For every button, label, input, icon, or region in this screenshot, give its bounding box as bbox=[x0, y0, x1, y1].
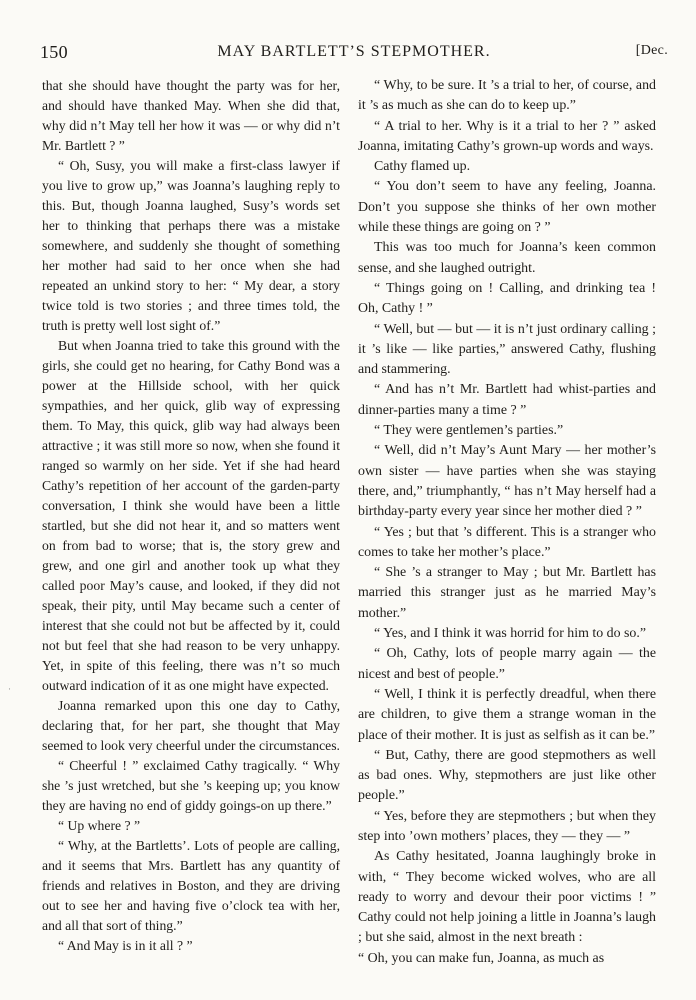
left-column bbox=[42, 76, 340, 956]
paragraph: But when Joanna tried to take this ground with the girls, she could get no hearing, for Cathy Bond was a power at the Hillside school, with her quick sympathies, and her quick, glib way of expressing them. To May, this quick, glib way had always been attractive ; it was still more so now, when she found it ranged so warmly on her side. Yet if she had heard Cathy’s repetition of her account of the garden-party conversation, I think she would have been a little startled, but she did not hear it, and so matters went on from bad to worse; that is, the story grew and grew, and one girl and another took up what they called poor May’s cause, and looked, if they did not speak, their pity, until May became such a center of interest that she could not but be affected by it, could not but feel that she had reason to be very unhappy. Yet, in spite of this feeling, there was n’t so much outward indication of it as one might have expected. bbox=[42, 338, 340, 693]
paragraph: “ You don’t seem to have any feeling, Joanna. Don’t you suppose she thinks of her own mother while these things are going on ? ” bbox=[358, 179, 656, 236]
paragraph: “ Cheerful ! ” exclaimed Cathy tragically. “ Why she ’s just wretched, but she ’s keeping up; you know they are having no end of giddy goings-on up there.” bbox=[42, 758, 340, 813]
paragraph: “ Yes ; but that ’s different. This is a stranger who comes to take her mother’s place.” bbox=[358, 524, 656, 560]
paragraph: “ Yes, and I think it was horrid for him to do so.” bbox=[374, 626, 646, 642]
paragraph: “ She ’s a stranger to May ; but Mr. Bartlett has married this stranger just as he married May’s mother.” bbox=[358, 565, 656, 621]
gutter-tick-mark: · bbox=[8, 684, 11, 694]
paragraph: “ And has n’t Mr. Bartlett had whist-parties and dinner-parties many a time ? ” bbox=[358, 382, 656, 418]
paragraph: “ Well, did n’t May’s Aunt Mary — her mother’s own sister — have parties when she was staying there, and,” triumphantly, “ has n’t May herself had a birthday-party every year since her mother died ? ” bbox=[358, 443, 656, 520]
paragraph: “ Up where ? ” bbox=[58, 818, 141, 833]
paragraph: Joanna remarked upon this one day to Cathy, declaring that, for her part, she thought that May seemed to look very cheerful under the circumstances. bbox=[42, 698, 340, 753]
paragraph: “ And May is in it all ? ” bbox=[58, 938, 193, 953]
paragraph: “ Well, but — but — it is n’t just ordinary calling ; it ’s like — like parties,” answered Cathy, flushing and stammering. bbox=[358, 321, 656, 378]
paragraph: This was too much for Joanna’s keen common sense, and she laughed outright. bbox=[358, 240, 656, 276]
paragraph: “ Well, I think it is perfectly dreadful, when there are children, to give them a strange woman in the place of their mother. It is just as selfish as it can be.” bbox=[358, 686, 656, 743]
paragraph: “ A trial to her. Why is it a trial to her ? ” asked Joanna, imitating Cathy’s grown-up words and ways. bbox=[358, 118, 656, 154]
paragraph: “ Why, at the Bartletts’. Lots of people are calling, and it seems that Mrs. Bartlett has any quantity of friends and relatives in Boston, and they are driving out to see her and having five o’clock tea with her, and all that sort of thing.” bbox=[42, 838, 340, 933]
paragraph: Cathy flamed up. bbox=[374, 159, 471, 175]
issue-month: [Dec. bbox=[635, 43, 668, 58]
paragraph: “ Why, to be sure. It ’s a trial to her, of course, and it ’s as much as she can do to keep up.” bbox=[358, 78, 656, 114]
running-title: MAY BARTLETT’S STEPMOTHER. bbox=[217, 43, 491, 60]
paragraph: “ Oh, you can make fun, Joanna, as much as bbox=[358, 950, 605, 966]
paragraph: that she should have thought the party was for her, and should have thanked May. When she did that, why did n’t May tell her how it was — or why did n’t Mr. Bartlett ? ” bbox=[42, 78, 340, 153]
paragraph: “ Oh, Susy, you will make a first-class lawyer if you live to grow up,” was Joanna’s laughing reply to this. But, though Joanna laughed, Susy’s words set her to thinking that perhaps there was a mistake somewhere, and suddenly she thought of something her mother had said to her once when she had repeated an unkind story to her: “ My dear, a story twice told is two stories ; and three times told, the truth is pretty well lost sight of.” bbox=[42, 158, 340, 333]
paragraph: As Cathy hesitated, Joanna laughingly broke in with, “ They become wicked wolves, who are all ready to worry and devour their poor victims ! ” Cathy could not help joining a little in Joanna’s laugh ; but she said, almost in the next breath : bbox=[358, 849, 656, 946]
paragraph: “ Things going on ! Calling, and drinking tea ! Oh, Cathy ! ” bbox=[358, 280, 656, 317]
paragraph: “ But, Cathy, there are good stepmothers as well as bad ones. Why, stepmothers are just like other people.” bbox=[358, 747, 656, 804]
right-column bbox=[358, 76, 656, 969]
page-header bbox=[40, 42, 668, 66]
paragraph: “ Yes, before they are stepmothers ; but when they step into ’own mothers’ places, they — they — ” bbox=[358, 808, 656, 844]
page-number: 150 bbox=[40, 42, 68, 62]
paragraph: “ They were gentlemen’s parties.” bbox=[374, 423, 564, 439]
paragraph: “ Oh, Cathy, lots of people marry again — the nicest and best of people.” bbox=[358, 646, 656, 682]
